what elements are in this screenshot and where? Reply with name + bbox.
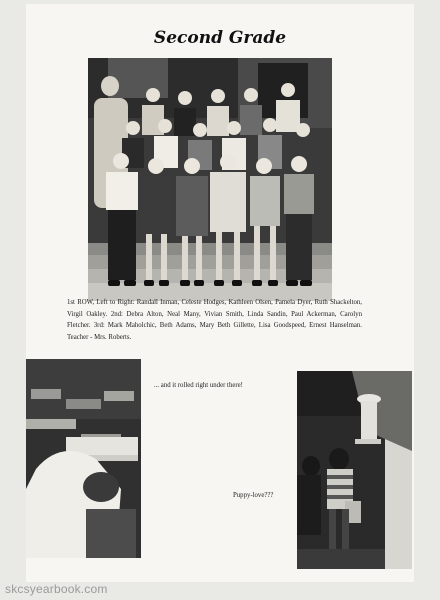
class-group-photo [88, 58, 332, 301]
rolled-caption: ... and it rolled right under there! [154, 382, 243, 389]
caption-text: 1st ROW, Left to Right: Randall Inman, Celeste Hodges, Kathleen Olsen, Pamela Dyer, Ruth Shackelton, Virgil Oakley. 2nd: Debra Alton, Neal Many, Vivian Smith, Linda Sandin, Paul Ackerman, Carolyn Fletcher. 3rd: Mark Maholchic, Beth Adams, Mary Beth Gillette, Lisa Goodspeed, Ernest Hanselman. Teacher - Mrs. Roberts. [67, 299, 362, 341]
photo-caption [67, 297, 362, 343]
hallway-candid-photo [297, 371, 412, 569]
page-title: Second Grade [153, 28, 287, 48]
class-photo-illustration [88, 58, 332, 301]
puppy-love-caption: Puppy-love??? [233, 492, 274, 499]
classroom-illustration [26, 359, 141, 558]
hallway-illustration [297, 371, 412, 569]
site-watermark: skcsyearbook.com [5, 582, 108, 596]
classroom-candid-photo [26, 359, 141, 558]
